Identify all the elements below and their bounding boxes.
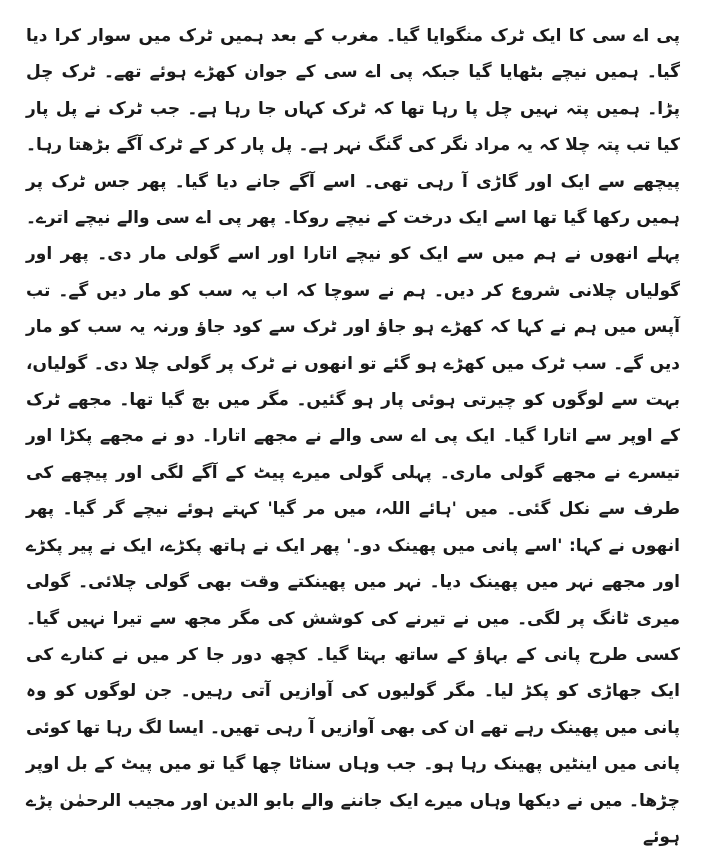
urdu-text-block [26,18,680,855]
paragraph: پی اے سی کا ایک ٹرک منگوایا گیا۔ مغرب کے بعد ہمیں ٹرک میں سوار کرا دیا گیا۔ ہمیں نیچے بٹھایا گیا جبکہ پی اے سی کے جوان کھڑے ہوئے تھے۔ ٹرک چل پڑا۔ ہمیں پتہ نہیں چل پا رہا تھا کہ ٹرک کہاں جا رہا ہے۔ جب ٹرک نے پل پار کیا تب پتہ چلا کہ یہ مراد نگر کی گنگ نہر ہے۔ پل پار کر کے ٹرک آگے بڑھتا رہا۔ پیچھے سے ایک اور گاڑی آ رہی تھی۔ اسے آگے جانے دیا گیا۔ پھر جس ٹرک پر ہمیں رکھا گیا تھا اسے ایک درخت کے نیچے روکا۔ پھر پی اے سی والے نیچے اترے۔ پہلے انھوں نے ہم میں سے ایک کو نیچے اتارا اور اسے گولی مار دی۔ پھر اور گولیاں چلانی شروع کر دیں۔ ہم نے سوچا کہ اب یہ سب کو مار دیں گے۔ تب آپس میں ہم نے کہا کہ کھڑے ہو جاؤ اور ٹرک سے کود جاؤ ورنہ یہ سب کو مار دیں گے۔ سب ٹرک میں کھڑے ہو گئے تو انھوں نے ٹرک پر گولی چلا دی۔ گولیاں، بہت سے لوگوں کو چیرتی ہوئی پار ہو گئیں۔ مگر میں بچ گیا تھا۔ مجھے ٹرک کے اوپر سے اتارا گیا۔ ایک پی اے سی والے نے مجھے اتارا۔ دو نے مجھے پکڑا اور تیسرے نے مجھے گولی ماری۔ پہلی گولی میرے پیٹ کے آگے لگی اور پیچھے کی طرف سے نکل گئی۔ میں 'ہائے اللہ، میں مر گیا' کہتے ہوئے نیچے گر گیا۔ پھر انھوں نے کہا: 'اسے پانی میں پھینک دو۔' پھر ایک نے ہاتھ پکڑے، ایک نے پیر پکڑے اور مجھے نہر میں پھینک دیا۔ نہر میں پھینکتے وقت بھی گولی چلائی۔ گولی میری ٹانگ پر لگی۔ میں نے تیرنے کی کوشش کی مگر مجھ سے تیرا نہیں گیا۔ کسی طرح پانی کے بہاؤ کے ساتھ بہتا گیا۔ کچھ دور جا کر میں نے کنارے کی ایک جھاڑی کو پکڑ لیا۔ مگر گولیوں کی آوازیں آتی رہیں۔ جن لوگوں کو وہ پانی میں پھینک رہے تھے ان کی بھی آوازیں آ رہی تھیں۔ ایسا لگ رہا تھا کوئی پانی میں اینٹیں پھینک رہا ہو۔ جب وہاں سناٹا چھا گیا تو میں پیٹ کے بل اوپر چڑھا۔ میں نے دیکھا وہاں میرے ایک جاننے والے بابو الدین اور مجیب الرحمٰن پڑے ہوئے [26,26,680,847]
